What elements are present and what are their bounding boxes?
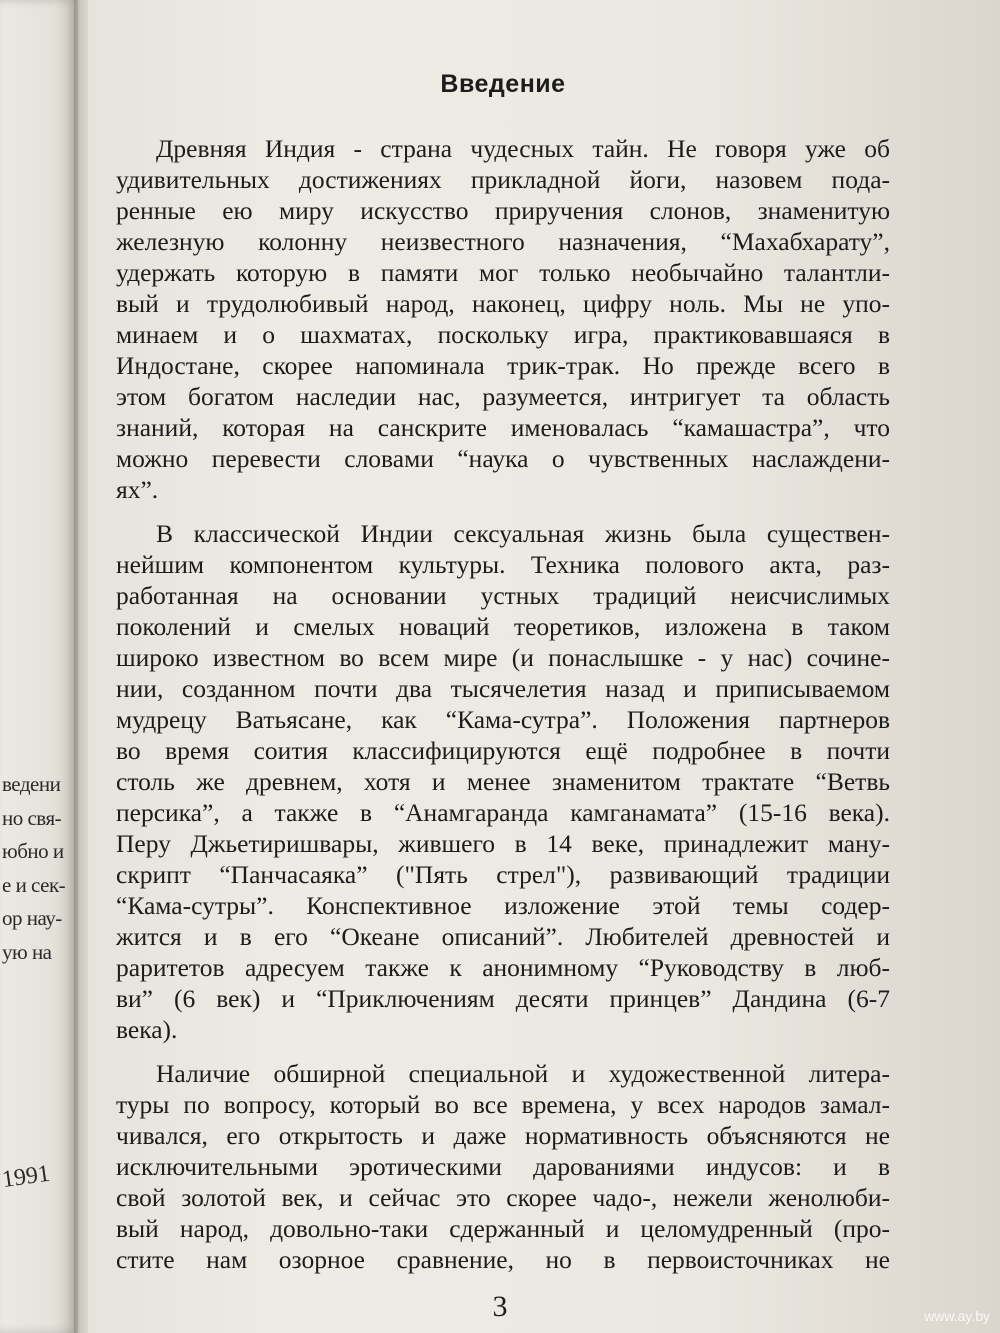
text-line: удивительных достижениях прикладной йоги, назовем пода- [116, 165, 890, 194]
left-page-line: ую на [2, 939, 52, 964]
paragraph-1 [116, 133, 890, 505]
left-page-line: ведени [2, 772, 61, 796]
text-line: нии, созданном почти два тысячелетия назад и приписываемом [116, 674, 890, 703]
text-line: столь же древнем, хотя и менее знаменитом трактате “Ветвь [116, 767, 890, 796]
left-page-line: е и сек- [2, 872, 66, 897]
text-line: ях”. [116, 475, 159, 504]
text-line: стите нам озорное сравнение, но в первоисточниках не [116, 1245, 890, 1274]
text-line: персика”, а также в “Анамгаранда камганамата” (15-16 века). [116, 798, 890, 827]
text-line: В классической Индии сексуальная жизнь была существен- [156, 519, 890, 548]
left-page [0, 0, 78, 1333]
page-number: 3 [492, 1290, 508, 1323]
text-line: жится и в его “Океане описаний”. Любителей древностей и [116, 922, 890, 951]
text-line: чивался, его открытость и даже нормативность объясняются не [116, 1121, 890, 1150]
text-line: вый и трудолюбивый народ, наконец, цифру ноль. Мы не упо- [116, 289, 890, 318]
text-line: работанная на основании устных традиций неисчислимых [116, 581, 890, 610]
text-line: Древняя Индия - страна чудесных тайн. Не говоря уже об [156, 134, 890, 163]
left-page-text [2, 768, 76, 969]
text-line: знаний, которая на санскрите именовалась “камашастра”, что [116, 413, 890, 442]
book-page [116, 70, 890, 1288]
text-line: во время соития классифицируются ещё подробнее в почти [116, 736, 890, 765]
text-line: свой золотой век, и сейчас это скорее чадо-, нежели женолюби- [116, 1183, 890, 1212]
left-page-line: юбно и [2, 839, 64, 863]
text-line: века). [116, 1015, 178, 1044]
text-line: этом богатом наследии нас, разумеется, интригует та область [116, 382, 890, 411]
text-line: нейшим компонентом культуры. Техника полового акта, раз- [116, 550, 890, 579]
text-line: ви” (6 век) и “Приключениям десяти принцев” Дандина (6-7 [116, 984, 890, 1013]
text-line: скрипт “Панчасаяка” ("Пять стрел"), развивающий традиции [116, 860, 890, 889]
text-line: “Кама-сутры”. Конспективное изложение этой темы содер- [116, 891, 890, 920]
book-gutter [74, 0, 88, 1333]
page-title: Введение [440, 70, 566, 98]
left-page-year: 1991 [0, 1160, 52, 1194]
text-line: широко известном во всем мире (и понаслышке - у нас) сочине- [116, 643, 890, 672]
text-line: мудрецу Ватьясане, как “Кама-сутра”. Положения партнеров [116, 705, 890, 734]
text-line: вый народ, довольно-таки сдержанный и целомудренный (про- [116, 1214, 890, 1243]
text-line: железную колонну неизвестного назначения, “Махабхарату”, [116, 227, 890, 256]
paragraph-2 [116, 518, 890, 1045]
text-line: Перу Джьетиришвары, жившего в 14 веке, принадлежит ману- [116, 829, 890, 858]
site-watermark: www.ay.by [924, 1308, 990, 1324]
left-page-line: ор нау- [2, 906, 62, 930]
text-line: исключительными эротическими дарованиями индусов: и в [116, 1152, 890, 1181]
text-line: поколений и смелых новаций теоретиков, изложена в таком [116, 612, 890, 641]
text-line: минаем и о шахматах, поскольку игра, практиковавшаяся в [116, 320, 890, 349]
text-line: можно перевести словами “наука о чувственных наслаждени- [116, 444, 890, 473]
text-line: раритетов адресуем также к анонимному “Руководству в люб- [116, 953, 890, 982]
text-line: Индостане, скорее напоминала трик-трак. Но прежде всего в [116, 351, 890, 380]
paragraph-3 [116, 1058, 890, 1275]
text-line: ренные ею миру искусство приручения слонов, знаменитую [116, 196, 890, 225]
left-page-line: но свя- [2, 805, 62, 830]
text-line: туры по вопросу, который во все времена, у всех народов замал- [116, 1090, 890, 1119]
text-line: Наличие обширной специальной и художественной литера- [156, 1059, 890, 1088]
text-line: удержать которую в памяти мог только необычайно талантли- [116, 258, 890, 287]
